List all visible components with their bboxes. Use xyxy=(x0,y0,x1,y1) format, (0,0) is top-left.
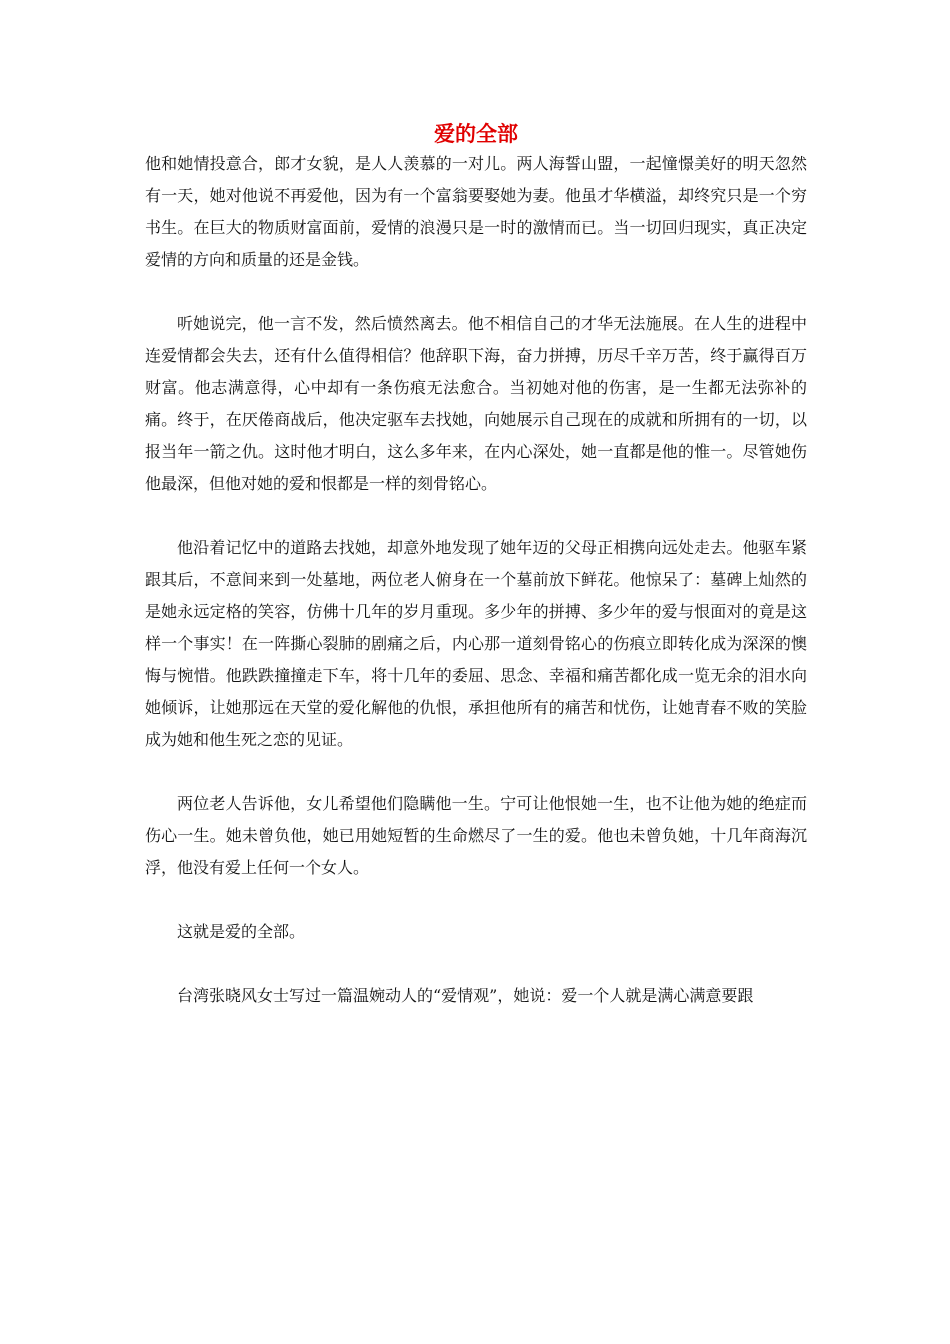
paragraph-gap xyxy=(145,276,807,308)
paragraph-5: 这就是爱的全部。 xyxy=(177,922,306,941)
paragraph-6: 台湾张晓风女士写过一篇温婉动人的“爱情观”，她说：爱一个人就是满心满意要跟 xyxy=(177,986,754,1005)
paragraph-4: 两位老人告诉他，女儿希望他们隐瞒他一生。宁可让他恨她一生，也不让他为她的绝症而伤心一生。她未曾负他，她已用她短暂的生命燃尽了一生的爱。他也未曾负她，十几年商海沉浮，他没有爱上任何一个女人。 xyxy=(145,794,807,877)
paragraph-gap xyxy=(145,884,807,916)
paragraph-gap xyxy=(145,948,807,980)
paragraph-3: 他沿着记忆中的道路去找她，却意外地发现了她年迈的父母正相携向远处走去。他驱车紧跟其后，不意间来到一处墓地，两位老人俯身在一个墓前放下鲜花。他惊呆了：墓碑上灿然的是她永远定格的笑容，仿佛十几年的岁月重现。多少年的拼搏、多少年的爱与恨面对的竟是这样一个事实！在一阵撕心裂肺的剧痛之后，内心那一道刻骨铭心的伤痕立即转化成为深深的懊悔与惋惜。他跌跌撞撞走下车，将十几年的委屈、思念、幸福和痛苦都化成一览无余的泪水向她倾诉，让她那远在天堂的爱化解他的仇恨，承担他所有的痛苦和忧伤，让她青春不败的笑脸成为她和他生死之恋的见证。 xyxy=(145,538,807,749)
document-page xyxy=(145,118,807,1012)
paragraph-gap xyxy=(145,756,807,788)
paragraph-gap xyxy=(145,500,807,532)
paragraph-1: 他和她情投意合，郎才女貌，是人人羡慕的一对儿。两人海誓山盟，一起憧憬美好的明天忽然有一天，她对他说不再爱他，因为有一个富翁要娶她为妻。他虽才华横溢，却终究只是一个穷书生。在巨大的物质财富面前，爱情的浪漫只是一时的激情而已。当一切回归现实，真正决定爱情的方向和质量的还是金钱。 xyxy=(145,154,807,269)
document-title: 爱的全部 xyxy=(434,121,518,146)
paragraph-2: 听她说完，他一言不发，然后愤然离去。他不相信自己的才华无法施展。在人生的进程中连爱情都会失去，还有什么值得相信？他辞职下海，奋力拼搏，历尽千辛万苦，终于赢得百万财富。他志满意得，心中却有一条伤痕无法愈合。当初她对他的伤害，是一生都无法弥补的痛。终于，在厌倦商战后，他决定驱车去找她，向她展示自己现在的成就和所拥有的一切，以报当年一箭之仇。这时他才明白，这么多年来，在内心深处，她一直都是他的惟一。尽管她伤他最深，但他对她的爱和恨都是一样的刻骨铭心。 xyxy=(145,314,807,493)
